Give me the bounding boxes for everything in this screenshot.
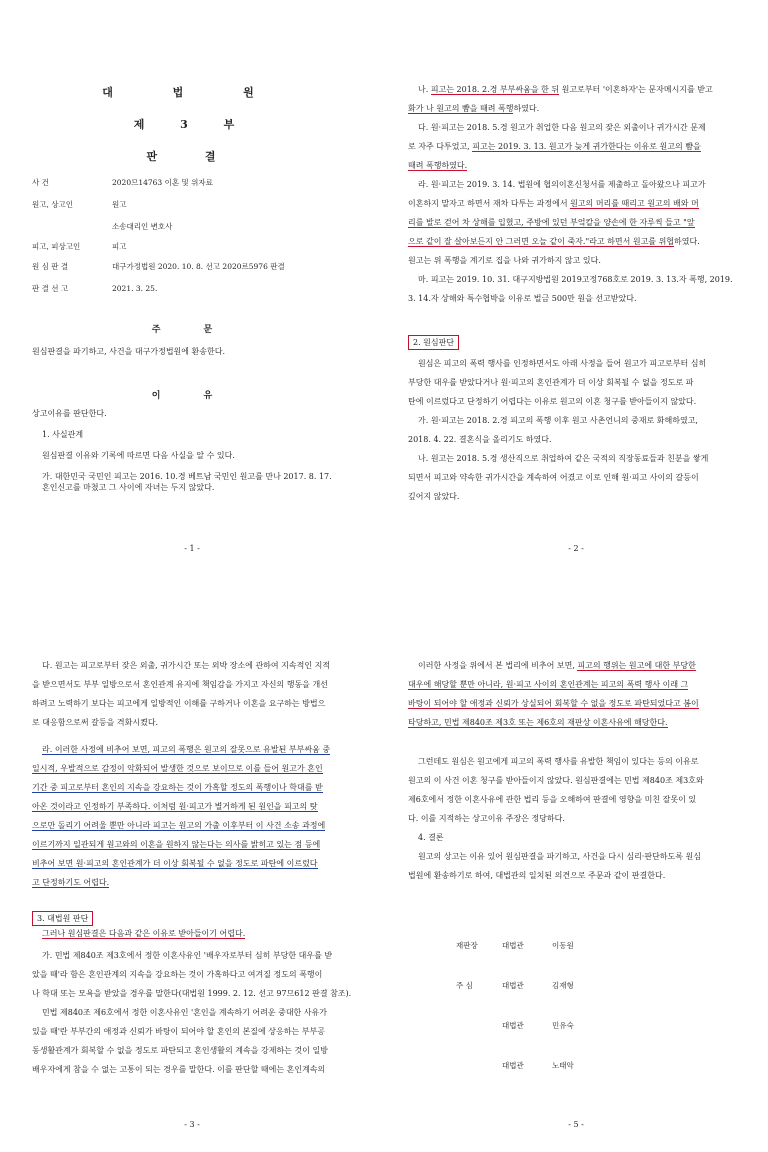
- highlight: 으로 같이 잘 살아보든지 안 그러면 오늘 같이 죽자."라고 하면서 원고를 위협: [408, 237, 675, 246]
- text-span: 하였다.: [513, 104, 540, 113]
- text-line: 았을 때'라 함은 혼인관계의 지속을 강요하는 것이 가혹하다고 여겨질 정도의 폭행이: [32, 970, 323, 979]
- text-line: 가. 민법 제840조 제3호에서 정한 이혼사유인 '배우자로부터 심히 부당한 대우를 받: [42, 951, 333, 960]
- judge-title: 대법관: [502, 1021, 524, 1030]
- highlight: 대우에 해당할 뿐만 아니라, 원·피고 사이의 혼인관계는 피고의 폭력 행사 이래 그: [408, 680, 689, 689]
- paragraph: [32, 660, 354, 728]
- text-span: 다. 원·피고는 2018. 5.경 원고가 취업한 다음 원고의 잦은 외출이나 귀가시간 문제: [418, 123, 706, 132]
- text-span: 마. 피고는 2019. 10. 31. 대구지방법원 2019고정768호로 2019. 3. 13.자 폭행, 2019.: [418, 275, 733, 284]
- text-line: [408, 103, 744, 114]
- case-info-row: [32, 242, 127, 252]
- highlight: 으로만 돌리기 어려울 뿐만 아니라 피고는 원고의 가출 이후부터 이 사건 소송 과정에: [32, 821, 326, 830]
- judge-name: 노태악: [552, 1061, 574, 1070]
- highlight: 피고는 2019. 3. 13. 원고가 늦게 귀가한다는 이유로 원고의 뺨을: [472, 142, 701, 151]
- case-info-value: 피고: [112, 242, 127, 251]
- section-heading: 2. 원심판단: [408, 335, 459, 350]
- text-line: 2018. 4. 22. 결혼식을 올리기도 하였다.: [408, 435, 552, 444]
- text-line: 을 받으면서도 부부 일방으로서 혼인관계 유지에 책임감을 가지고 자신의 행동을 개선: [32, 680, 328, 689]
- case-info-value: 2021. 3. 25.: [112, 284, 158, 293]
- judge-name: 김재형: [552, 981, 574, 990]
- text-span: 이러한 사정을 위에서 본 법리에 비추어 보면,: [418, 661, 578, 670]
- text-line: 있을 때'란 부부간의 애정과 신뢰가 바탕이 되어야 할 혼인의 본질에 상응하는 부부공: [32, 1027, 325, 1036]
- court-name: 대 법 원: [102, 86, 282, 99]
- judge-name: 민유숙: [552, 1021, 574, 1030]
- text-line: [408, 160, 744, 171]
- case-info-row: [32, 222, 172, 232]
- section-2: [408, 330, 744, 350]
- text-line: [32, 877, 354, 888]
- reason-text: [32, 408, 354, 493]
- text-line: [408, 679, 744, 690]
- text-line: 그런데도 원심은 원고에게 피고의 폭력 행사를 유발한 책임이 있다는 등의 이유로: [418, 757, 699, 766]
- text-line: 가. 대한민국 국민인 피고는 2016. 10.경 베트남 국민인 원고를 만나 2017. 8. 17.: [42, 472, 332, 481]
- judge-name: 이동원: [552, 941, 574, 950]
- judge-role: 재판장: [456, 941, 478, 950]
- division: 제 3 부: [133, 118, 251, 131]
- text-line: 다. 원고는 피고로부터 잦은 외출, 귀가시간 또는 외박 장소에 관하여 지속적인 지적: [42, 661, 331, 670]
- text-line: 부당한 대우를 받았다거나 원·피고의 혼인관계가 더 이상 회복될 수 없을 정도로 파: [408, 378, 694, 387]
- case-info-label: 판 결 선 고: [32, 284, 69, 293]
- text-line: 나 학대 또는 모욕을 받았을 경우를 말한다(대법원 1999. 2. 12. 선고 97므612 판결 참조).: [32, 989, 352, 998]
- judge-title: 대법관: [502, 941, 524, 950]
- blue-highlight-paragraph: [32, 744, 354, 888]
- highlight: 원고의 머리를 때리고 원고의 배와 머: [570, 199, 699, 208]
- case-info-label: 원고, 상고인: [32, 200, 73, 209]
- reason-title: 이 유: [151, 391, 233, 401]
- text-line: [32, 839, 354, 850]
- highlight: 그러나 원심판결은 다음과 같은 이유로 받아들이기 어렵다.: [42, 929, 246, 938]
- text-line: 깊어지 않았다.: [408, 492, 460, 501]
- text-span: 3. 14.자 상해와 특수협박을 이유로 벌금 500만 원을 선고받았다.: [408, 294, 637, 303]
- order-text: 원심판결을 파기하고, 사건을 대구가정법원에 환송한다.: [32, 347, 225, 356]
- case-info-value: 2020므14763 이혼 및 위자료: [112, 178, 213, 187]
- text-line: [408, 84, 744, 95]
- highlight: 리를 발로 걷어 차 상해를 입혔고, 주방에 있던 부엌칼을 양손에 한 자루씩 들고 "앞: [408, 218, 695, 227]
- text-line: [408, 717, 744, 728]
- case-info-row: [32, 178, 213, 188]
- judge-role: 주 심: [456, 981, 473, 990]
- text-line: 나. 원고는 2018. 5.경 생산직으로 취업하여 같은 국적의 직장동료들과 친분을 쌓게: [418, 454, 709, 463]
- case-info-row: [32, 284, 157, 294]
- case-info-row: [32, 262, 285, 272]
- judge-title: 대법관: [502, 981, 524, 990]
- text-line: 탄에 이르렀다고 단정하기 어렵다는 이유로 원고의 이혼 청구를 받아들이지 않았다.: [408, 397, 697, 406]
- text-line: [408, 141, 744, 152]
- page-3: [0, 576, 384, 1152]
- text-line: 되면서 피고와 약속한 귀가시간을 계속하여 어겼고 이로 인해 원·피고 사이의 갈등이: [408, 473, 699, 482]
- text-line: [32, 763, 354, 774]
- text-line: [408, 198, 744, 209]
- text-line: [32, 801, 354, 812]
- text-line: 로 대응함으로써 갈등을 격화시켰다.: [32, 718, 159, 727]
- text-line: 제6호에서 정한 이혼사유에 관한 법리 등을 오해하여 판결에 영향을 미친 잘못이 있: [408, 795, 697, 804]
- text-line: [408, 255, 744, 266]
- highlight: 비추어 보면 원·피고의 혼인관계가 더 이상 회복될 수 없을 정도로 파탄에 이르렀다: [32, 859, 318, 868]
- highlight: 타당하고, 민법 제840조 제3호 또는 제6호의 재판상 이혼사유에 해당한다.: [408, 718, 668, 727]
- text-line: [408, 236, 744, 247]
- text-line: [408, 122, 744, 133]
- text-line: [408, 274, 744, 285]
- text-line: 가. 원·피고는 2018. 2.경 피고의 폭행 이후 원고 사촌언니의 중재로 화해하였고,: [418, 416, 698, 425]
- highlight: 고 단정하기도 어렵다.: [32, 878, 110, 887]
- case-info-label: 원 심 판 결: [32, 262, 69, 271]
- text-line: 원심판결 이유와 기록에 따르면 다음 사실을 알 수 있다.: [42, 451, 235, 460]
- text-line: [32, 782, 354, 793]
- paragraph: [32, 928, 354, 939]
- document-type: 판 결: [146, 150, 238, 163]
- text-span: 나.: [418, 85, 431, 94]
- text-line: [32, 858, 354, 869]
- facts-list: [408, 84, 744, 304]
- case-info-value: 소송대리인 변호사: [112, 222, 173, 231]
- text-line: 원심은 피고의 폭력 행사를 인정하면서도 아래 사정을 들어 원고가 피고로부터 심히: [418, 359, 707, 368]
- highlight: 때려 폭행하였다.: [408, 161, 468, 170]
- text-line: 상고이유를 판단한다.: [32, 409, 107, 418]
- highlight: 아온 것이라고 인정하기 부족하다. 이처럼 원·피고가 별거하게 된 원인을 피고의 탓: [32, 802, 318, 811]
- highlight: 이르기까지 일관되게 원고와의 이혼을 원하지 않는다는 의사를 밝히고 있는 점 등에: [32, 840, 321, 849]
- case-info-label: 피고, 피상고인: [32, 242, 81, 251]
- text-line: [408, 293, 744, 304]
- page-5: [384, 576, 768, 1152]
- page-number: - 3 -: [184, 1120, 200, 1129]
- text-span: 라. 원·피고는 2019. 3. 14. 법원에 협의이혼신청서를 제출하고 돌아왔으나 피고가: [418, 180, 706, 189]
- text-line: 혼인신고를 마쳤고 그 사이에 자녀는 두지 않았다.: [42, 483, 215, 492]
- case-info-row: [32, 200, 127, 210]
- section-heading: 3. 대법원 판단: [32, 911, 93, 926]
- highlight: 화가 나 원고의 뺨을 때려 폭행: [408, 104, 514, 113]
- text-line: 법원에 환송하기로 하여, 대법관의 일치된 의견으로 주문과 같이 판결한다.: [408, 871, 666, 880]
- page-number: - 5 -: [568, 1120, 584, 1129]
- highlight: 기간 중 피고로부터 혼인의 지속을 강요하는 것이 가혹할 정도의 폭행이나 학대를 받: [32, 783, 323, 792]
- text-line: 동생활관계가 회복할 수 없을 정도로 파탄되고 혼인생활의 계속을 강제하는 것이 일방: [32, 1046, 328, 1055]
- text-line: [408, 179, 744, 190]
- judge-title: 대법관: [502, 1061, 524, 1070]
- text-line: 원고의 이 사건 이혼 청구를 받아들이지 않았다. 원심판결에는 민법 제840조 제3호와: [408, 776, 704, 785]
- case-info-label: 사 건: [32, 178, 49, 187]
- highlight: 바탕이 되어야 할 애정과 신뢰가 상실되어 회복할 수 없을 정도로 파탄되었다고 봄이: [408, 699, 699, 708]
- highlight: 일시적, 우발적으로 감정이 악화되어 발생한 것으로 보이므로 이를 들어 원고가 혼인: [32, 764, 323, 773]
- highlight: 피고는 2018. 2.경 부부싸움을 한 뒤: [430, 85, 560, 94]
- text-span: 원고는 위 폭행을 계기로 집을 나와 귀가하지 않고 있다.: [408, 256, 601, 265]
- text-line: [408, 698, 744, 709]
- page-number: - 2 -: [568, 544, 584, 553]
- page-2: [384, 0, 768, 576]
- order-title: 주 문: [151, 325, 233, 335]
- text-line: [408, 217, 744, 228]
- highlight: 라. 이러한 사정에 비추어 보면, 피고의 폭행은 원고의 잘못으로 유발된 부부싸움 중: [42, 745, 331, 754]
- text-line: 배우자에게 참을 수 없는 고통이 되는 경우를 말한다. 이를 판단할 때에는 혼인계속의: [32, 1065, 326, 1074]
- page-number: - 1 -: [184, 544, 200, 553]
- text-line: [32, 744, 354, 755]
- text-span: 이혼하지 말자고 하면서 재차 다투는 과정에서: [408, 199, 571, 208]
- text-line: 1. 사실관계: [42, 430, 84, 439]
- text-line: 민법 제840조 제6호에서 정한 이혼사유인 '혼인을 계속하기 어려운 중대한 사유가: [42, 1008, 328, 1017]
- text-line: [408, 660, 744, 671]
- highlight-paragraph: [408, 660, 744, 728]
- text-line: 하려고 노력하기 보다는 피고에게 일방적인 이해를 구하거나 이혼을 요구하는 방법으: [32, 699, 326, 708]
- lower-court-judgment: [408, 350, 744, 502]
- case-info-value: 대구가정법원 2020. 10. 8. 선고 2020르5976 판결: [112, 262, 285, 271]
- case-info-value: 원고: [112, 200, 127, 209]
- text-span: 로 자주 다투었고,: [408, 142, 473, 151]
- text-line: 4. 결론: [418, 833, 444, 842]
- text-span: 하였다.: [674, 237, 700, 246]
- conclusion-text: [408, 756, 744, 881]
- text-line: 다. 이를 지적하는 상고이유 주장은 정당하다.: [408, 814, 565, 823]
- highlight: 피고의 행위는 원고에 대한 부당한: [577, 661, 696, 670]
- text-line: 원고의 상고는 이유 있어 원심판결을 파기하고, 사건을 다시 심리·판단하도록 원심: [418, 852, 701, 861]
- page-1: [0, 0, 384, 576]
- text-line: [32, 820, 354, 831]
- section-3: [32, 906, 354, 926]
- paragraph: [32, 950, 354, 1075]
- text-span: 원고로부터 '이혼하자'는 문자메시지를 받고: [559, 85, 713, 94]
